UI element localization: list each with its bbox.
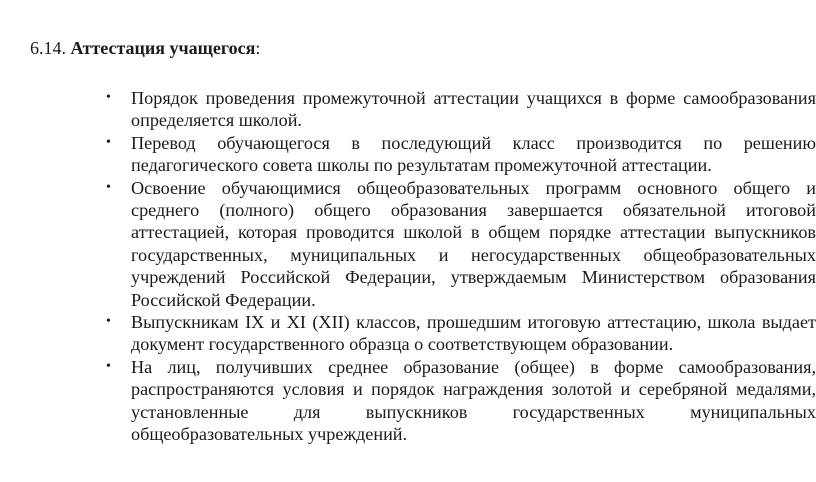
list-item [30, 87, 816, 132]
section-number: 6.14. [30, 38, 66, 58]
list-item-text: Порядок проведения промежуточной аттестации учащихся в форме самообразования определяется школой. [131, 88, 816, 131]
list-item [30, 356, 816, 446]
list-item-text: Освоение обучающимися общеобразовательных программ основного общего и среднего (полного) общего образования завершается обязательной итоговой аттестацией, которая проводится школой в общем порядке аттестации выпускников государственных, муниципальных и негосударственных общеобразовательных учреждений Российской Федерации, утверждаемым Министерством образования Российской Федерации. [131, 177, 816, 310]
section-title-suffix: : [255, 38, 261, 58]
list-item [30, 311, 816, 356]
bullet-icon: • [106, 358, 111, 374]
bullet-icon: • [106, 314, 111, 330]
list-item-text: На лиц, получивших среднее образование (общее) в форме самообразования, распространяются условия и порядок награждения золотой и серебряной медалями, установленные для выпускников государственных муниципальных общеобразовательных учреждений. [131, 356, 816, 445]
bullet-icon: • [106, 90, 111, 105]
list-item [30, 177, 816, 311]
list-item-text: Перевод обучающегося в последующий класс производится по решению педагогического совета школы по результатам промежуточной аттестации. [131, 132, 816, 176]
list-item [30, 132, 816, 177]
list-item-text: Выпускникам IX и XI (XII) классов, прошедшим итоговую аттестацию, школа выдает документ государственного образца о соответствующем образовании. [131, 312, 816, 355]
section-title: Аттестация учащегося [70, 38, 256, 58]
bullet-list [30, 87, 816, 446]
bullet-icon: • [106, 134, 111, 150]
section-heading [30, 36, 816, 60]
bullet-icon: • [106, 179, 111, 195]
